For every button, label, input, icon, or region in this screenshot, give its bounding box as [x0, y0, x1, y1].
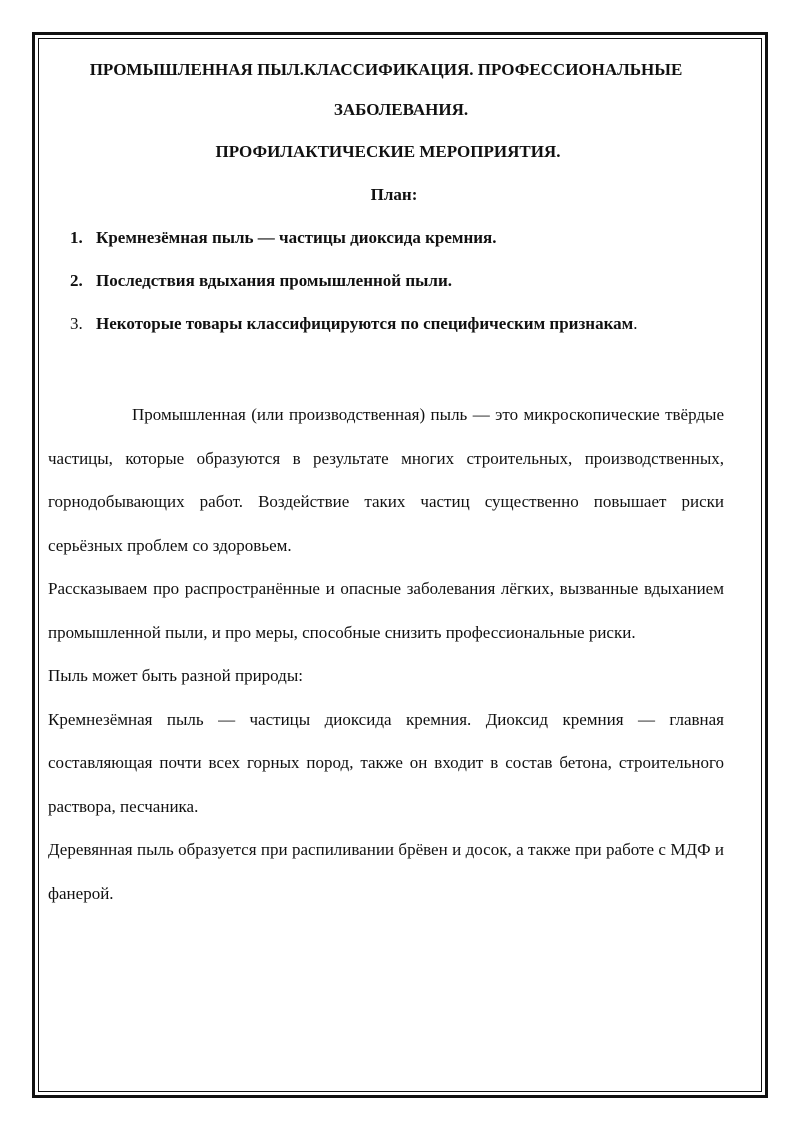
title-line-2: ЗАБОЛЕВАНИЯ. — [333, 100, 469, 119]
body-text — [48, 393, 724, 915]
paragraph-silica-dust: Кремнезёмная пыль — частицы диоксида кремния. Диоксид кремния — главная составляющая почти всех горных пород, также он входит в состав бетона, строительного раствора, песчаника. — [48, 709, 724, 816]
document-subtitle: ПРОФИЛАКТИЧЕСКИЕ МЕРОПРИЯТИЯ. — [215, 142, 561, 161]
plan-item — [48, 216, 724, 259]
plan-list — [48, 216, 724, 345]
paragraph-overview: Рассказываем про распространённые и опасные заболевания лёгких, вызванные вдыханием промышленной пыли, и про меры, способные снизить профессиональные риски. — [48, 579, 724, 642]
plan-heading: План: — [370, 185, 418, 204]
plan-item — [48, 259, 724, 302]
plan-item-number: 1. — [70, 228, 83, 247]
plan-item-number: 2. — [70, 271, 83, 290]
paragraph-dust-nature: Пыль может быть разной природы: — [48, 666, 303, 685]
plan-item-tail: . — [633, 314, 638, 333]
plan-item-number: 3. — [70, 314, 83, 333]
title-line-1: ПРОМЫШЛЕННАЯ ПЫЛ.КЛАССИФИКАЦИЯ. ПРОФЕССИОНАЛЬНЫЕ — [89, 60, 683, 79]
paragraph-wood-dust: Деревянная пыль образуется при распиливании брёвен и досок, а также при работе с МДФ и фанерой. — [48, 840, 724, 903]
document-content — [48, 50, 724, 915]
document-title — [48, 50, 724, 130]
plan-item — [48, 302, 724, 345]
plan-item-text: Некоторые товары классифицируются по специфическим признакам — [96, 314, 634, 333]
plan-item-text: Последствия вдыхания промышленной пыли. — [96, 271, 452, 290]
plan-item-text: Кремнезёмная пыль — частицы диоксида кремния. — [96, 228, 497, 247]
paragraph-intro: Промышленная (или производственная) пыль — это микроскопические твёрдые частицы, которые образуются в результате многих строительных, производственных, горнодобывающих работ. Воздействие таких частиц существенно повышает риски серьёзных проблем со здоровьем. — [48, 405, 724, 555]
